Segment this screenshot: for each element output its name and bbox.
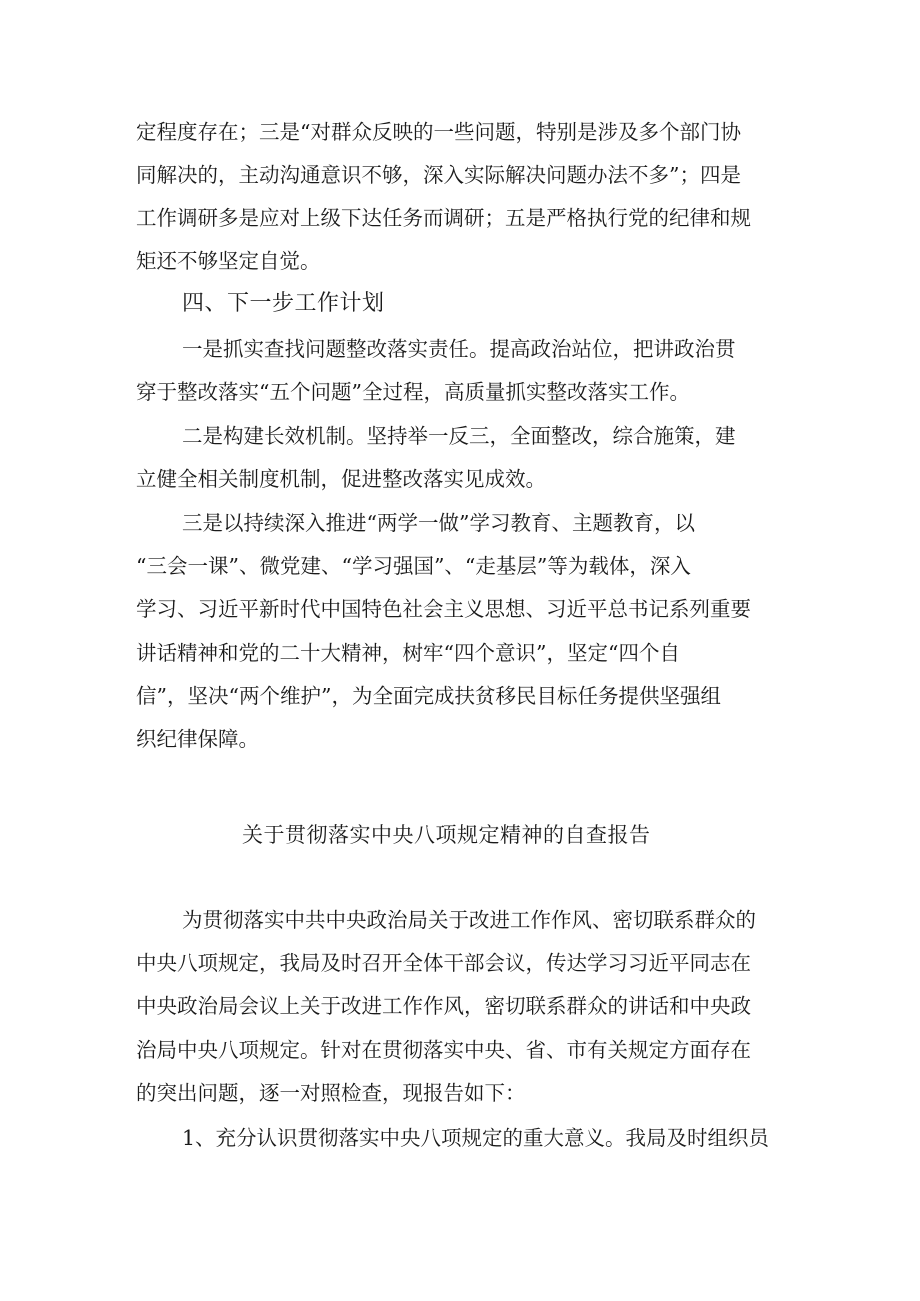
section-heading-text: 四、下一步工作计划 xyxy=(182,291,385,316)
text-line-content: 工作调研多是应对上级下达任务而调研；五是严格执行党的纪律和规 xyxy=(136,206,751,230)
text-line-content: “三会一课”、微党建、“学习强国”、“走基层”等为载体，深入 xyxy=(136,554,691,578)
text-line-content: 二是构建长效机制。坚持举一反三，全面整改，综合施策，建 xyxy=(182,424,736,448)
text-line xyxy=(0,241,920,281)
text-line-content: 1、充分认识贯彻落实中央八项规定的重大意义。我局及时组织员 xyxy=(182,1126,770,1150)
text-line-content: 穿于整改落实“五个问题”全过程，高质量抓实整改落实工作。 xyxy=(136,380,690,404)
text-line xyxy=(0,719,920,759)
text-line xyxy=(0,986,920,1026)
text-line-content: 立健全相关制度机制，促进整改落实见成效。 xyxy=(136,467,546,491)
text-line xyxy=(0,198,920,238)
text-line xyxy=(0,1118,920,1158)
text-line-content: 为贯彻落实中共中央政治局关于改进工作作风、密切联系群众的 xyxy=(182,908,756,932)
text-line-content: 同解决的，主动沟通意识不够，深入实际解决问题办法不多”；四是 xyxy=(136,163,741,187)
text-line xyxy=(0,900,920,940)
text-line xyxy=(0,589,920,629)
text-line-content: 的突出问题，逐一对照检查，现报告如下： xyxy=(136,1081,526,1105)
text-line xyxy=(0,633,920,673)
text-line xyxy=(0,329,920,369)
text-line xyxy=(0,459,920,499)
text-line-content: 中央八项规定，我局及时召开全体干部会议，传达学习习近平同志在 xyxy=(136,951,751,975)
text-line xyxy=(0,416,920,456)
text-line xyxy=(0,943,920,983)
text-line-content: 织纪律保障。 xyxy=(136,727,259,751)
text-line-content: 讲话精神和党的二十大精神，树牢“四个意识”，坚定“四个自 xyxy=(136,641,680,665)
text-line xyxy=(0,1030,920,1070)
text-line-content: 矩还不够坚定自觉。 xyxy=(136,249,321,273)
text-line-content: 三是以持续深入推进“两学一做”学习教育、主题教育，以 xyxy=(182,511,695,535)
text-line xyxy=(0,676,920,716)
report-title xyxy=(0,815,920,855)
text-line xyxy=(0,372,920,412)
text-line xyxy=(0,1073,920,1113)
text-line-content: 一是抓实查找问题整改落实责任。提高政治站位，把讲政治贯 xyxy=(182,337,736,361)
text-line-content: 定程度存在；三是“对群众反映的一些问题，特别是涉及多个部门协 xyxy=(136,120,741,144)
section-heading xyxy=(0,284,920,324)
text-line-content: 中央政治局会议上关于改进工作作风，密切联系群众的讲话和中央政 xyxy=(136,994,751,1018)
text-line xyxy=(0,155,920,195)
text-line-content: 治局中央八项规定。针对在贯彻落实中央、省、市有关规定方面存在 xyxy=(136,1038,751,1062)
text-line-content: 信”，坚决“两个维护”，为全面完成扶贫移民目标任务提供坚强组 xyxy=(136,684,721,708)
text-line xyxy=(0,546,920,586)
text-line xyxy=(0,503,920,543)
text-line-content: 学习、习近平新时代中国特色社会主义思想、习近平总书记系列重要 xyxy=(136,597,751,621)
text-line xyxy=(0,112,920,152)
report-title-text: 关于贯彻落实中央八项规定精神的自查报告 xyxy=(242,823,651,847)
